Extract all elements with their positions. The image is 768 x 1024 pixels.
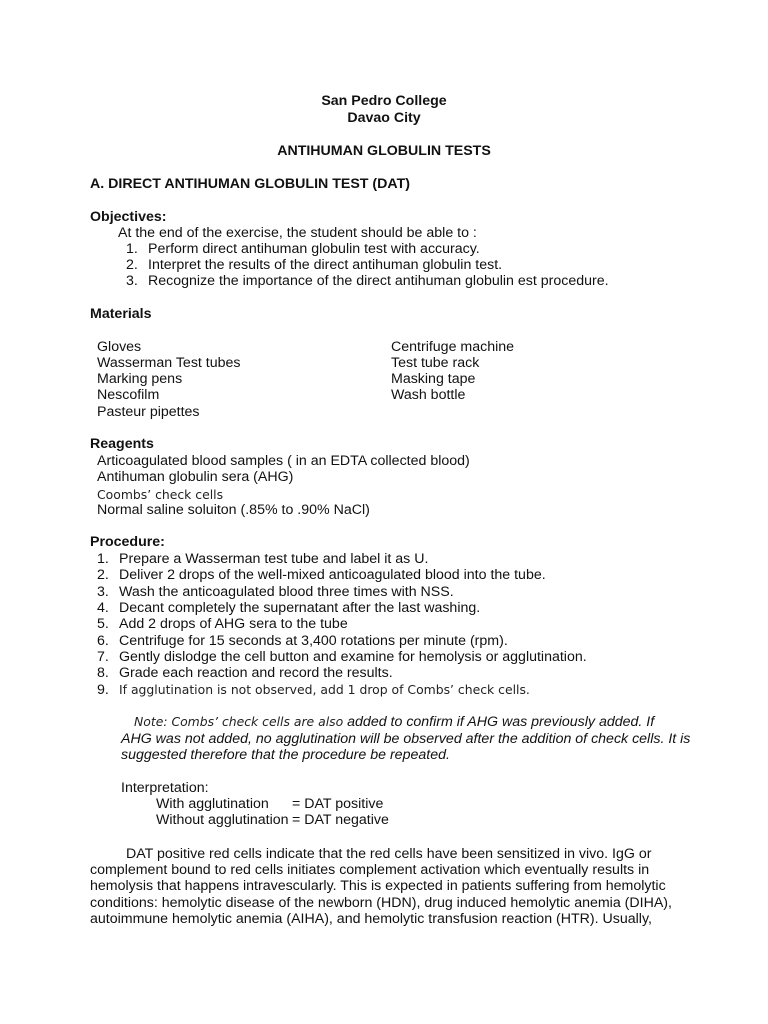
college-city: Davao City (347, 110, 421, 126)
material-item: Marking pens (97, 371, 183, 387)
college-name: San Pedro College (321, 93, 447, 109)
procedure-step: 1. Prepare a Wasserman test tube and label it as U. (97, 551, 429, 567)
interpretation-heading: Interpretation: (121, 780, 209, 796)
body-paragraph-line: DAT positive red cells indicate that the red cells have been sensitized in vivo. IgG or (126, 846, 652, 862)
procedure-step: 9. If agglutination is not observed, add 1 drop of Combs’ check cells. (97, 682, 530, 698)
procedure-heading: Procedure: (90, 534, 165, 550)
procedure-step: 2. Deliver 2 drops of the well-mixed anticoagulated blood into the tube. (97, 567, 546, 583)
interpretation-row: With agglutination = DAT positive (156, 796, 384, 812)
procedure-step: 5. Add 2 drops of AHG sera to the tube (97, 616, 348, 632)
material-item: Wash bottle (391, 387, 466, 403)
reagent-item: Coombs’ check cells (97, 487, 224, 502)
material-item: Nescofilm (97, 387, 160, 403)
body-paragraph-line: hemolysis that happens intravescularly. This is expected in patients suffering from hemolytic (90, 878, 666, 894)
note-line: Note: Combs’ check cells are also added to confirm if AHG was previously added. If (134, 714, 655, 730)
reagent-item: Articoagulated blood samples ( in an EDTA collected blood) (97, 453, 470, 469)
procedure-step: 8. Grade each reaction and record the results. (97, 665, 393, 681)
reagents-heading: Reagents (90, 436, 154, 452)
material-item: Centrifuge machine (391, 339, 515, 355)
reagent-item: Antihuman globulin sera (AHG) (97, 469, 294, 485)
procedure-step: 3. Wash the anticoagulated blood three times with NSS. (97, 584, 454, 600)
materials-heading: Materials (90, 306, 152, 322)
note-line: AHG was not added, no agglutination will be observed after the addition of check cells. It is (121, 731, 691, 747)
body-paragraph-line: conditions: hemolytic disease of the newborn (HDN), drug induced hemolytic anemia (DIHA), (90, 895, 672, 911)
objective-item: 2. Interpret the results of the direct antihuman globulin test. (126, 257, 503, 273)
material-item: Masking tape (391, 371, 476, 387)
procedure-step: 7. Gently dislodge the cell button and examine for hemolysis or agglutination. (97, 649, 587, 665)
note-line: suggested therefore that the procedure be repeated. (121, 747, 450, 763)
objectives-intro: At the end of the exercise, the student should be able to : (118, 225, 477, 241)
procedure-step: 6. Centrifuge for 15 seconds at 3,400 rotations per minute (rpm). (97, 633, 508, 649)
objective-item: 1. Perform direct antihuman globulin test with accuracy. (126, 241, 480, 257)
material-item: Wasserman Test tubes (97, 355, 241, 371)
objectives-heading: Objectives: (90, 209, 167, 225)
body-paragraph-line: autoimmune hemolytic anemia (AIHA), and hemolytic transfusion reaction (HTR). Usually, (90, 911, 652, 927)
material-item: Test tube rack (391, 355, 480, 371)
interpretation-row: Without agglutination = DAT negative (156, 812, 389, 828)
body-paragraph-line: complement bound to red cells initiates complement activation which eventually results in (90, 862, 650, 878)
material-item: Gloves (97, 339, 142, 355)
procedure-step: 4. Decant completely the supernatant after the last washing. (97, 600, 481, 616)
objective-item: 3. Recognize the importance of the direct antihuman globulin est procedure. (126, 273, 609, 289)
document-title: ANTIHUMAN GLOBULIN TESTS (277, 143, 491, 159)
material-item: Pasteur pipettes (97, 404, 200, 420)
section-heading: A. DIRECT ANTIHUMAN GLOBULIN TEST (DAT) (90, 176, 410, 192)
reagent-item: Normal saline soluiton (.85% to .90% NaCl) (97, 502, 370, 518)
